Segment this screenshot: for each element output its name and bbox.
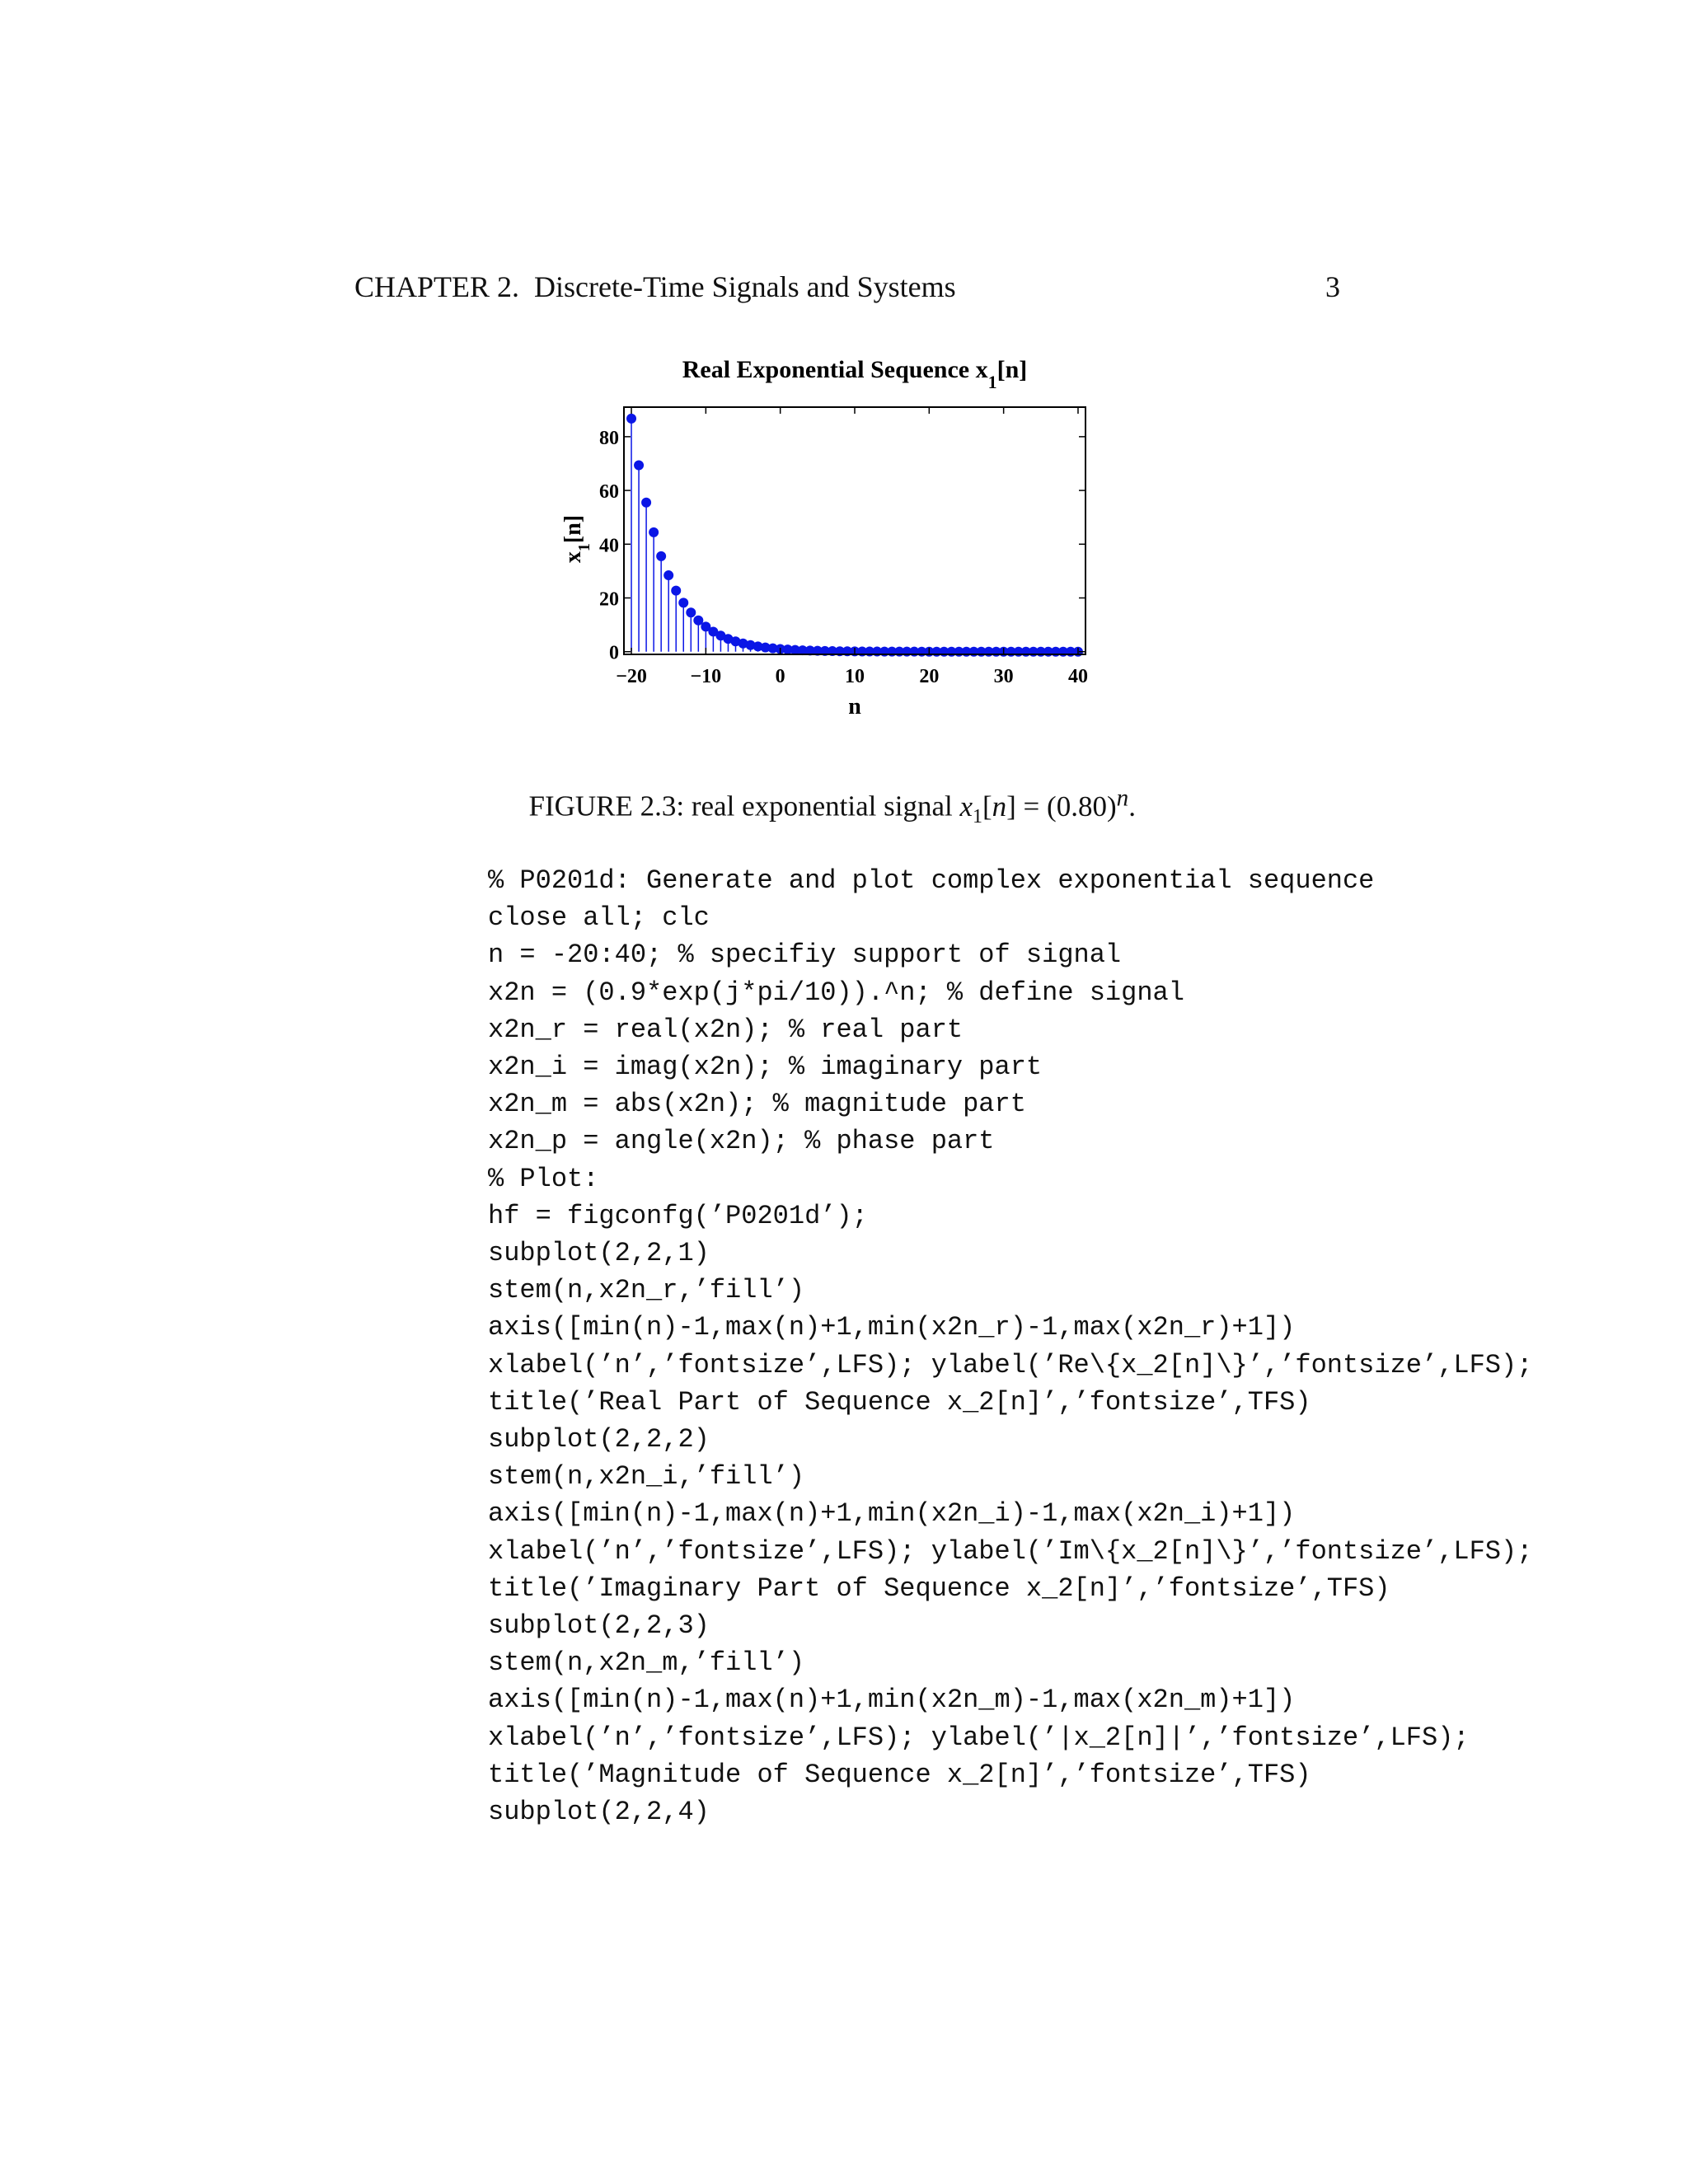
code-line: xlabel(’n’,’fontsize’,LFS); ylabel(’|x_2[n]|’,’fontsize’,LFS); — [488, 1722, 1470, 1753]
code-line: n = -20:40; % specifiy support of signal — [488, 940, 1122, 971]
code-line: axis([min(n)-1,max(n)+1,min(x2n_i)-1,max(x2n_i)+1]) — [488, 1498, 1296, 1530]
stem-marker — [664, 571, 673, 580]
y-tick-label: 60 — [599, 481, 619, 504]
stem-marker — [672, 586, 681, 595]
stem-marker — [657, 551, 666, 560]
code-line: x2n_i = imag(x2n); % imaginary part — [488, 1052, 1043, 1083]
stem-marker — [694, 616, 703, 625]
y-axis-label: $x_1[n]$ — [560, 514, 593, 564]
code-line: stem(n,x2n_i,’fill’) — [488, 1461, 805, 1493]
code-line: hf = figconfg(’P0201d’); — [488, 1200, 868, 1231]
x-tick-label: 30 — [993, 666, 1014, 687]
y-tick-label: 0 — [609, 642, 619, 664]
code-line: stem(n,x2n_r,’fill’) — [488, 1275, 805, 1306]
stem-marker — [687, 608, 696, 617]
code-line: subplot(2,2,4) — [488, 1797, 710, 1828]
page-number: 3 — [1325, 270, 1340, 303]
stem-marker — [642, 498, 651, 507]
code-line: % Plot: — [488, 1163, 599, 1194]
code-line: x2n = (0.9*exp(j*pi/10)).^n; % define signal — [488, 977, 1184, 1008]
x-tick-label: 20 — [919, 666, 940, 687]
x-tick-label: 40 — [1067, 666, 1088, 687]
x-tick-label: 10 — [845, 666, 865, 687]
code-line: x2n_m = abs(x2n); % magnitude part — [488, 1089, 1026, 1120]
axes-box — [624, 407, 1085, 654]
code-line: title(’Real Part of Sequence x_2[n]’,’fontsize’,TFS) — [488, 1386, 1311, 1418]
code-line: title(’Magnitude of Sequence x_2[n]’,’fontsize’,TFS) — [488, 1759, 1311, 1790]
code-line: x2n_p = angle(x2n); % phase part — [488, 1126, 995, 1157]
y-tick-label: 40 — [599, 535, 619, 557]
code-line: title(’Imaginary Part of Sequence x_2[n]’,’fontsize’,TFS) — [488, 1572, 1390, 1604]
x-tick-label: 0 — [775, 666, 785, 687]
chapter-title: CHAPTER 2. Discrete-Time Signals and Systems — [354, 270, 956, 303]
x-axis-label: n — [848, 694, 861, 719]
code-line: xlabel(’n’,’fontsize’,LFS); ylabel(’Im\{x_2[n]\}’,’fontsize’,LFS); — [488, 1535, 1533, 1567]
matlab-code-listing — [488, 862, 1532, 1830]
code-line: subplot(2,2,3) — [488, 1610, 710, 1642]
axis-ticks — [599, 407, 1088, 687]
y-tick-label: 80 — [599, 427, 619, 449]
caption-text: FIGURE 2.3: real exponential signal — [528, 790, 960, 823]
code-line: subplot(2,2,2) — [488, 1424, 710, 1455]
caption-equation: $x_1[n] = (0.80)^n$. — [959, 785, 1136, 827]
code-line: axis([min(n)-1,max(n)+1,min(x2n_r)-1,max(x2n_r)+1]) — [488, 1312, 1296, 1343]
code-line: x2n_r = real(x2n); % real part — [488, 1014, 964, 1045]
x-tick-label: −10 — [690, 666, 722, 687]
x-tick-label: −20 — [616, 666, 647, 687]
code-line: stem(n,x2n_m,’fill’) — [488, 1647, 805, 1679]
stem-plot — [0, 0, 1688, 742]
code-line: % P0201d: Generate and plot complex exponential sequence — [488, 865, 1375, 896]
chart-title: Real Exponential Sequence $x_1[n]$ — [682, 356, 1028, 392]
stem-marker — [627, 414, 636, 423]
code-line: axis([min(n)-1,max(n)+1,min(x2n_m)-1,max(x2n_m)+1]) — [488, 1685, 1296, 1716]
code-line: xlabel(’n’,’fontsize’,LFS); ylabel(’Re\{x_2[n]\}’,’fontsize’,LFS); — [488, 1349, 1533, 1380]
stem-marker — [679, 598, 688, 607]
y-tick-label: 20 — [599, 588, 619, 611]
code-line: subplot(2,2,1) — [488, 1238, 710, 1269]
figure — [0, 0, 1688, 742]
stem-marker — [635, 461, 644, 470]
stem-marker — [649, 527, 659, 537]
figure-caption — [514, 743, 1136, 835]
code-line: close all; clc — [488, 902, 710, 934]
stem-markers — [627, 414, 1083, 656]
